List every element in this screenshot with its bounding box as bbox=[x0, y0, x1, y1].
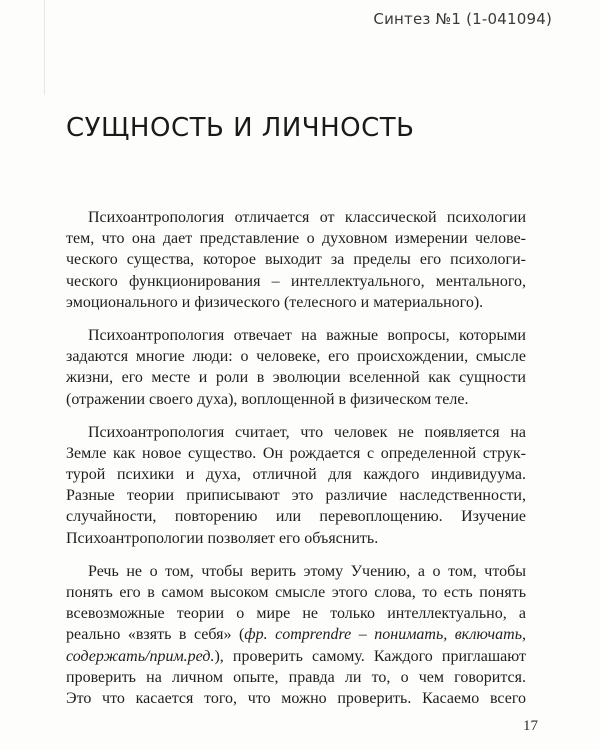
text-line: Психоантропология отличается от классической психологии bbox=[88, 209, 526, 226]
italic-fragment: содержать/прим.ред. bbox=[66, 647, 215, 665]
italic-fragment: фр. comprendre – понимать, включать, bbox=[244, 626, 526, 644]
text-line: Это что касается того, что можно проверить. Касаемо всего bbox=[66, 689, 526, 707]
text-line: жизни, его месте и роли в эволюции вселенной как сущности bbox=[66, 369, 526, 387]
paragraph-1 bbox=[66, 207, 526, 313]
paragraph-4 bbox=[66, 561, 526, 709]
text-line: задаются многие люди: о человеке, его происхождении, смысле bbox=[66, 348, 526, 366]
text-line: Психоантропология отвечает на важные вопросы, которыми bbox=[88, 326, 526, 344]
text-line: тем, что она дает представление о духовном измерении челове- bbox=[66, 230, 526, 248]
text-line: всевозможные теории о мире не только интеллектуально, а bbox=[66, 605, 526, 623]
text-line: понять его в самом высоком смысле этого слова, то есть понять bbox=[66, 584, 526, 601]
text-line: Земле как новое существо. Он рождается с определенной струк- bbox=[66, 444, 526, 462]
text-line: проверить на личном опыте, правда ли то, о чем говорится. bbox=[66, 668, 526, 686]
text-fragment: реально «взять в себя» ( bbox=[66, 626, 245, 644]
text-line: Разные теории приписывают это различие наследственности, bbox=[66, 487, 526, 505]
paragraph-3 bbox=[66, 422, 526, 549]
running-head: Синтез №1 (1-041094) bbox=[373, 10, 552, 28]
body-text bbox=[66, 207, 526, 721]
text-line: случайности, повторению или перевоплощению. Изучение bbox=[66, 508, 526, 526]
gutter-line bbox=[44, 0, 45, 95]
text-line bbox=[66, 646, 526, 667]
text-line bbox=[66, 624, 526, 645]
text-line: эмоционального и физического (телесного и материального). bbox=[66, 293, 484, 311]
page-number: 17 bbox=[523, 718, 538, 734]
text-line: (отражении своего духа), воплощенной в физическом теле. bbox=[66, 390, 469, 408]
chapter-title: СУЩНОСТЬ И ЛИЧНОСТЬ bbox=[66, 113, 415, 143]
paragraph-2 bbox=[66, 325, 526, 410]
text-fragment: ), проверить самому. Каждого приглашают bbox=[214, 647, 526, 665]
text-line: ческого функционирования – интеллектуального, ментального, bbox=[66, 272, 526, 290]
text-line: Психоантропология считает, что человек не появляется на bbox=[88, 423, 526, 441]
text-line: Речь не о том, чтобы верить этому Учению, а о том, чтобы bbox=[88, 562, 526, 580]
text-line: турой психики и духа, отличной для каждого индивидуума. bbox=[66, 466, 526, 484]
text-line: Психоантропологии позволяет его объяснить. bbox=[66, 529, 379, 547]
text-line: ческого существа, которое выходит за пределы его психологи- bbox=[66, 251, 526, 269]
